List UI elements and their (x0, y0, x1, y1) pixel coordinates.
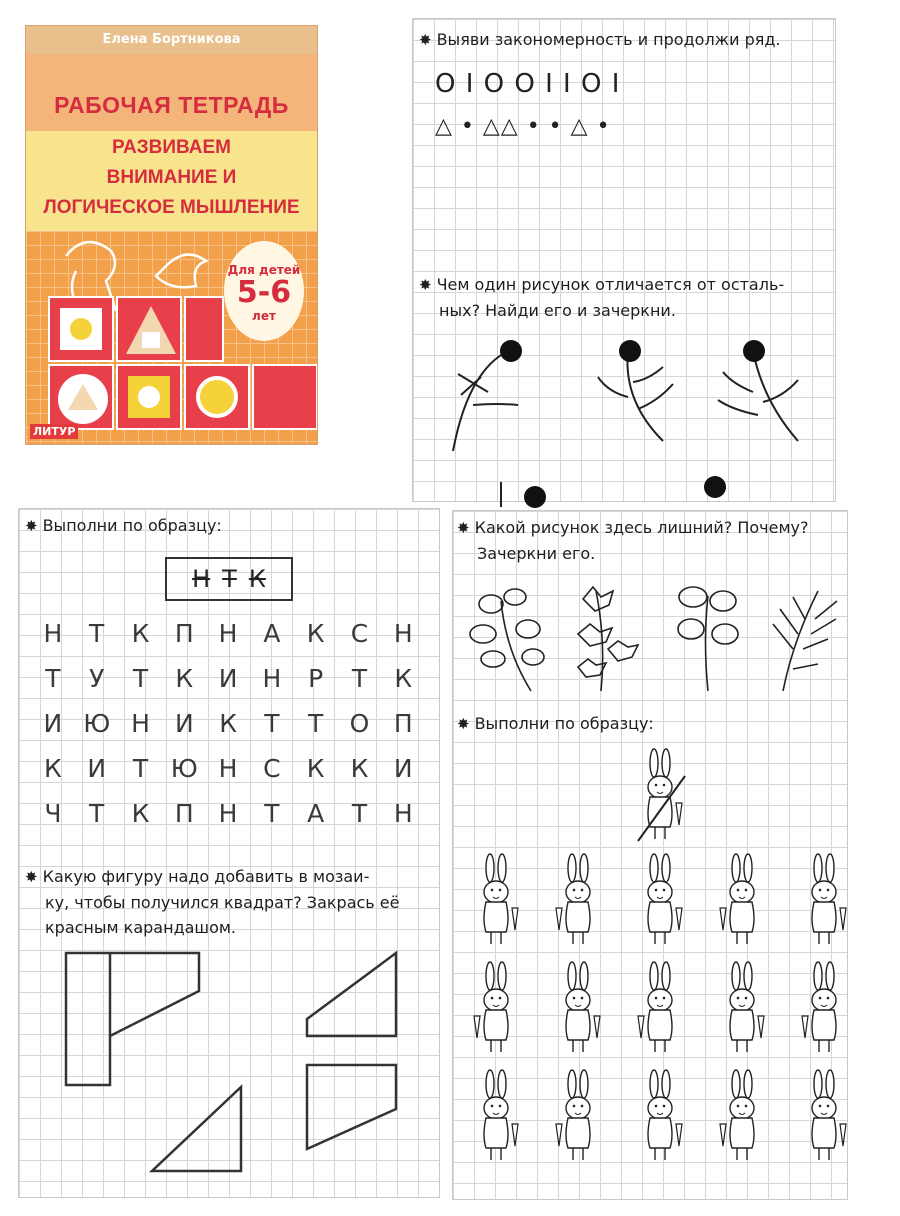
bunny-icon[interactable] (812, 854, 846, 944)
bunny-icon[interactable] (556, 854, 590, 944)
mosaic-shapes (19, 939, 419, 1189)
task-text-line: Какой рисунок здесь лишний? Почему? (474, 518, 809, 537)
letter[interactable]: С (350, 619, 369, 648)
age-badge-line3: лет (252, 309, 276, 323)
letter[interactable]: Ю (170, 754, 198, 783)
bunny-icon[interactable] (802, 962, 836, 1052)
task-text-line: Зачеркни его. (477, 544, 596, 563)
letters-row (31, 664, 425, 693)
task-cross-letters (25, 513, 222, 539)
task-cross-bunny (457, 711, 654, 737)
star-icon: ✸ (25, 517, 38, 535)
letter[interactable]: И (174, 709, 194, 738)
letter[interactable]: К (306, 619, 325, 648)
task-text-line: Чем один рисунок отличается от осталь- (436, 275, 785, 294)
sample-box (165, 557, 293, 601)
mosaic-tile (184, 296, 224, 362)
bunny-icon[interactable] (648, 854, 682, 944)
letter[interactable]: К (394, 664, 413, 693)
age-badge-number: 5-6 (236, 275, 292, 310)
cover-subtitle-line: ЛОГИЧЕСКОЕ МЫШЛЕНИЕ (43, 197, 300, 218)
berry-branches-drawing (433, 337, 833, 507)
star-icon: ✸ (419, 276, 432, 294)
letter[interactable]: Н (131, 709, 150, 738)
cover-subtitle-band (26, 131, 317, 231)
task-text-line: ных? Найди его и зачеркни. (439, 301, 676, 320)
letter[interactable]: И (218, 664, 238, 693)
cover-title: РАБОЧАЯ ТЕТРАДЬ (54, 92, 289, 118)
letter[interactable]: Н (393, 619, 413, 648)
berry-icon (500, 340, 522, 362)
letters-row (31, 709, 425, 738)
task-text: Выяви закономерность и продолжи ряд. (436, 30, 781, 49)
berry-icon (704, 476, 726, 498)
letter[interactable]: У (89, 664, 105, 693)
letters-row (31, 754, 425, 783)
bunny-icon[interactable] (638, 962, 672, 1052)
letter[interactable]: К (131, 799, 150, 828)
maple-branch-icon (578, 587, 638, 691)
bunny-icon[interactable] (484, 854, 518, 944)
bunny-icon[interactable] (474, 962, 508, 1052)
letter[interactable]: Н (218, 754, 238, 783)
mosaic-tile (116, 364, 182, 430)
letter[interactable]: Т (45, 664, 61, 693)
mosaic-shape-triangle (152, 1087, 241, 1171)
sequence-row-triangles: △ • △△ • • △ • (435, 114, 611, 139)
letter[interactable]: К (219, 709, 237, 738)
letter[interactable]: И (393, 754, 413, 783)
star-icon: ✸ (25, 868, 38, 886)
bunny-icon[interactable] (812, 1070, 846, 1160)
task-sequence (419, 27, 781, 53)
letter[interactable]: К (306, 754, 325, 783)
letter[interactable]: Н (218, 619, 238, 648)
bunny-icon[interactable] (566, 962, 600, 1052)
cover-author: Елена Бортникова (26, 26, 317, 54)
task-text-line: красным карандашом. (45, 918, 237, 937)
berry-icon (743, 340, 765, 362)
letter[interactable]: Н (218, 799, 238, 828)
mosaic-tile (48, 296, 114, 362)
letter[interactable]: А (307, 799, 325, 828)
mosaic-shape-trapezoid (307, 1065, 396, 1149)
fir-branch-icon (773, 591, 837, 691)
publisher-logo: ЛИТУР (30, 424, 78, 439)
task-text: Выполни по образцу: (474, 714, 654, 733)
letter[interactable]: О (349, 709, 370, 738)
workbook-page-left (18, 508, 440, 1198)
mosaic-shape-outline (66, 953, 199, 1085)
age-badge-line1: Для детей (227, 263, 301, 277)
cover-subtitle-line: ВНИМАНИЕ И (106, 167, 237, 188)
bunny-grid (474, 854, 846, 1160)
letters-row (31, 799, 425, 828)
star-icon: ✸ (457, 715, 470, 733)
birch-branch-icon (470, 589, 544, 691)
bunny-icon[interactable] (730, 962, 764, 1052)
letter[interactable]: Т (89, 799, 105, 828)
task-odd-drawing (419, 272, 784, 323)
berry-icon (619, 340, 641, 362)
letter[interactable]: К (350, 754, 369, 783)
letter[interactable]: Р (308, 664, 324, 693)
bunny-icon[interactable] (556, 1070, 590, 1160)
book-cover (25, 25, 318, 445)
sample-letter: К (248, 565, 266, 593)
letter[interactable]: Т (132, 664, 149, 693)
bunny-icon[interactable] (648, 1070, 682, 1160)
task-odd-plant (457, 515, 808, 566)
letter[interactable]: Н (43, 619, 63, 648)
bunny-icon[interactable] (484, 1070, 518, 1160)
letter[interactable]: Ю (83, 709, 111, 738)
letter[interactable]: Т (89, 619, 105, 648)
letter[interactable]: П (174, 619, 194, 648)
bunny-icon[interactable] (720, 854, 754, 944)
letter[interactable]: С (263, 754, 281, 783)
willow-branch-icon (678, 587, 738, 691)
workbook-page-top-right (412, 18, 836, 502)
letter[interactable]: П (393, 709, 413, 738)
task-text: Выполни по образцу: (42, 516, 222, 535)
letter[interactable]: Т (351, 799, 368, 828)
bunny-icon[interactable] (720, 1070, 754, 1160)
letter[interactable]: Н (393, 799, 413, 828)
sequence-row-circles: O I O O I I O I (435, 69, 621, 99)
letter[interactable]: Т (264, 799, 280, 828)
mosaic-tile (184, 364, 250, 430)
workbook-page-right (452, 510, 848, 1200)
letter[interactable]: Н (262, 664, 282, 693)
mosaic-tile (252, 364, 318, 430)
letter[interactable]: Т (132, 754, 149, 783)
mosaic-tile (48, 364, 114, 430)
letter[interactable]: К (131, 619, 150, 648)
star-icon: ✸ (457, 519, 470, 537)
letter[interactable]: К (175, 664, 194, 693)
letter[interactable]: А (263, 619, 281, 648)
sample-bunny-icon (638, 749, 685, 841)
letter[interactable]: Ч (44, 799, 62, 828)
sample-letter: Т (222, 565, 237, 593)
letter[interactable]: И (87, 754, 107, 783)
berry-icon (524, 486, 546, 508)
star-icon: ✸ (419, 31, 432, 49)
cover-subtitle-line: РАЗВИВАЕМ (111, 137, 231, 158)
task-text-line: ку, чтобы получился квадрат? Закрась её (45, 893, 400, 912)
letter[interactable]: И (43, 709, 63, 738)
task-text-line: Какую фигуру надо добавить в мозаи- (42, 867, 370, 886)
sample-letter: Н (192, 565, 211, 593)
letter[interactable]: П (174, 799, 194, 828)
letter[interactable]: Т (308, 709, 324, 738)
bunnies-area (453, 751, 843, 1211)
plant-drawings (453, 579, 843, 694)
letter[interactable]: Т (351, 664, 368, 693)
mosaic-tile (116, 296, 182, 362)
letter[interactable]: Т (264, 709, 280, 738)
age-badge (224, 241, 304, 341)
mosaic-shape-trapezoid (307, 953, 396, 1036)
task-mosaic (25, 864, 400, 940)
letters-row (31, 619, 425, 648)
letter[interactable]: К (44, 754, 62, 783)
